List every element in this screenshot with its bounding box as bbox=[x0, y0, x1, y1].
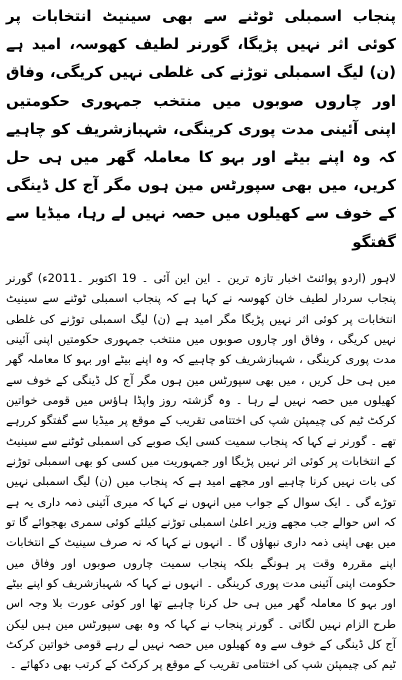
article-headline: پنجاب اسمبلی ٹوٹنے سے بھی سینیٹ انتخابات پر کوئی اثر نہیں پڑیگا، گورنر لطیف کھوسہ، امید ہے (ن) لیگ اسمبلی توڑنے کی غلطی نہیں کریگی، وفاق اور چاروں صوبوں میں منتخب جمہوری حکومتیں اپنی آئینی مدت پوری کرینگی، شہبازشریف کو چاہیے کہ وہ اپنے بیٹے اور بہو کا معاملہ گھر میں ہی حل کریں، میں بھی سپورٹس مین ہوں مگر آج کل ڈینگی کے خوف سے کھیلوں میں حصہ نہیں لے رہا، میڈیا سے گفتگو bbox=[6, 7, 396, 251]
news-article bbox=[6, 2, 396, 675]
article-body: لاہور (اردو پوائنٹ اخبار تازہ ترین ۔ این این آئی ۔ 19 اکتوبر ۔2011ء) گورنر پنجاب سردار لطیف خان کھوسہ نے کہا ہے کہ پنجاب اسمبلی ٹوٹنے سے سینیٹ انتخابات پر کوئی اثر نہیں پڑیگا مگر امید ہے (ن) لیگ اسمبلی توڑنے کی غلطی نہیں کریگی ، وفاق اور چاروں صوبوں میں منتخب جمہوری حکومتیں اپنی آئینی مدت پوری کرینگی ، شہبازشریف کو چاہیے کہ وہ اپنے بیٹے اور بہو کا معاملہ گھر میں ہی حل کریں ، میں بھی سپورٹس مین ہوں مگر آج کل ڈینگی کے خوف سے کھیلوں میں حصہ نہیں لے رہا ۔ وہ گزشتہ روز واپڈا ہاؤس میں قومی خواتین کرکٹ ٹیم کی چیمپئن شپ کی اختتامی تقریب کے موقع پر میڈیا سے گفتگو کررہے تھے ۔ گورنر نے کہا کہ پنجاب سمیت کسی ایک صوبے کی اسمبلی ٹوٹنے سے سینیٹ کے انتخابات پر کوئی اثر نہیں پڑیگا اور جمہوریت میں کسی کو بھی اسمبلی توڑنے کی بات نہیں کرنا چاہیے اور مجھے امید ہے کہ پنجاب میں (ن) لیگ اسمبلی نہیں توڑے گی ۔ ایک سوال کے جواب میں انہوں نے کہا کہ میری آئینی ذمہ داری یہ ہے کہ اس حوالے جب مجھے وزیر اعلیٰ اسمبلی توڑنے کیلئے کوئی سمری بھجوائے گا تو میں بھی اپنی ذمہ داری نبھاؤں گا ۔ انہوں نے کہا کہ نہ صرف سینیٹ کے انتخابات اپنے مقررہ وقت پر ہونگے بلکہ پنجاب سمیت چاروں صوبوں اور وفاق میں حکومت اپنی آئینی مدت پوری کرینگی ۔ انہوں نے کہا کہ شہبازشریف کو اپنے بیٹے اور بہو کا معاملہ گھر میں ہی حل کرنا چاہیے تھا اور کوئی عورت بلا وجہ اس طرح الزام نہیں لگاتی ۔ گورنر پنجاب نے کہا کہ وہ بھی سپورٹس مین ہیں لیکن آج کل ڈینگی کے خوف سے وہ کھیلوں میں حصہ نہیں لے رہے قومی خواتین کرکٹ ٹیم کی چیمپئن شپ کی اختتامی تقریب کے موقع پر کرکٹ کے کرتب بھی دکھائے ۔ bbox=[6, 270, 396, 672]
